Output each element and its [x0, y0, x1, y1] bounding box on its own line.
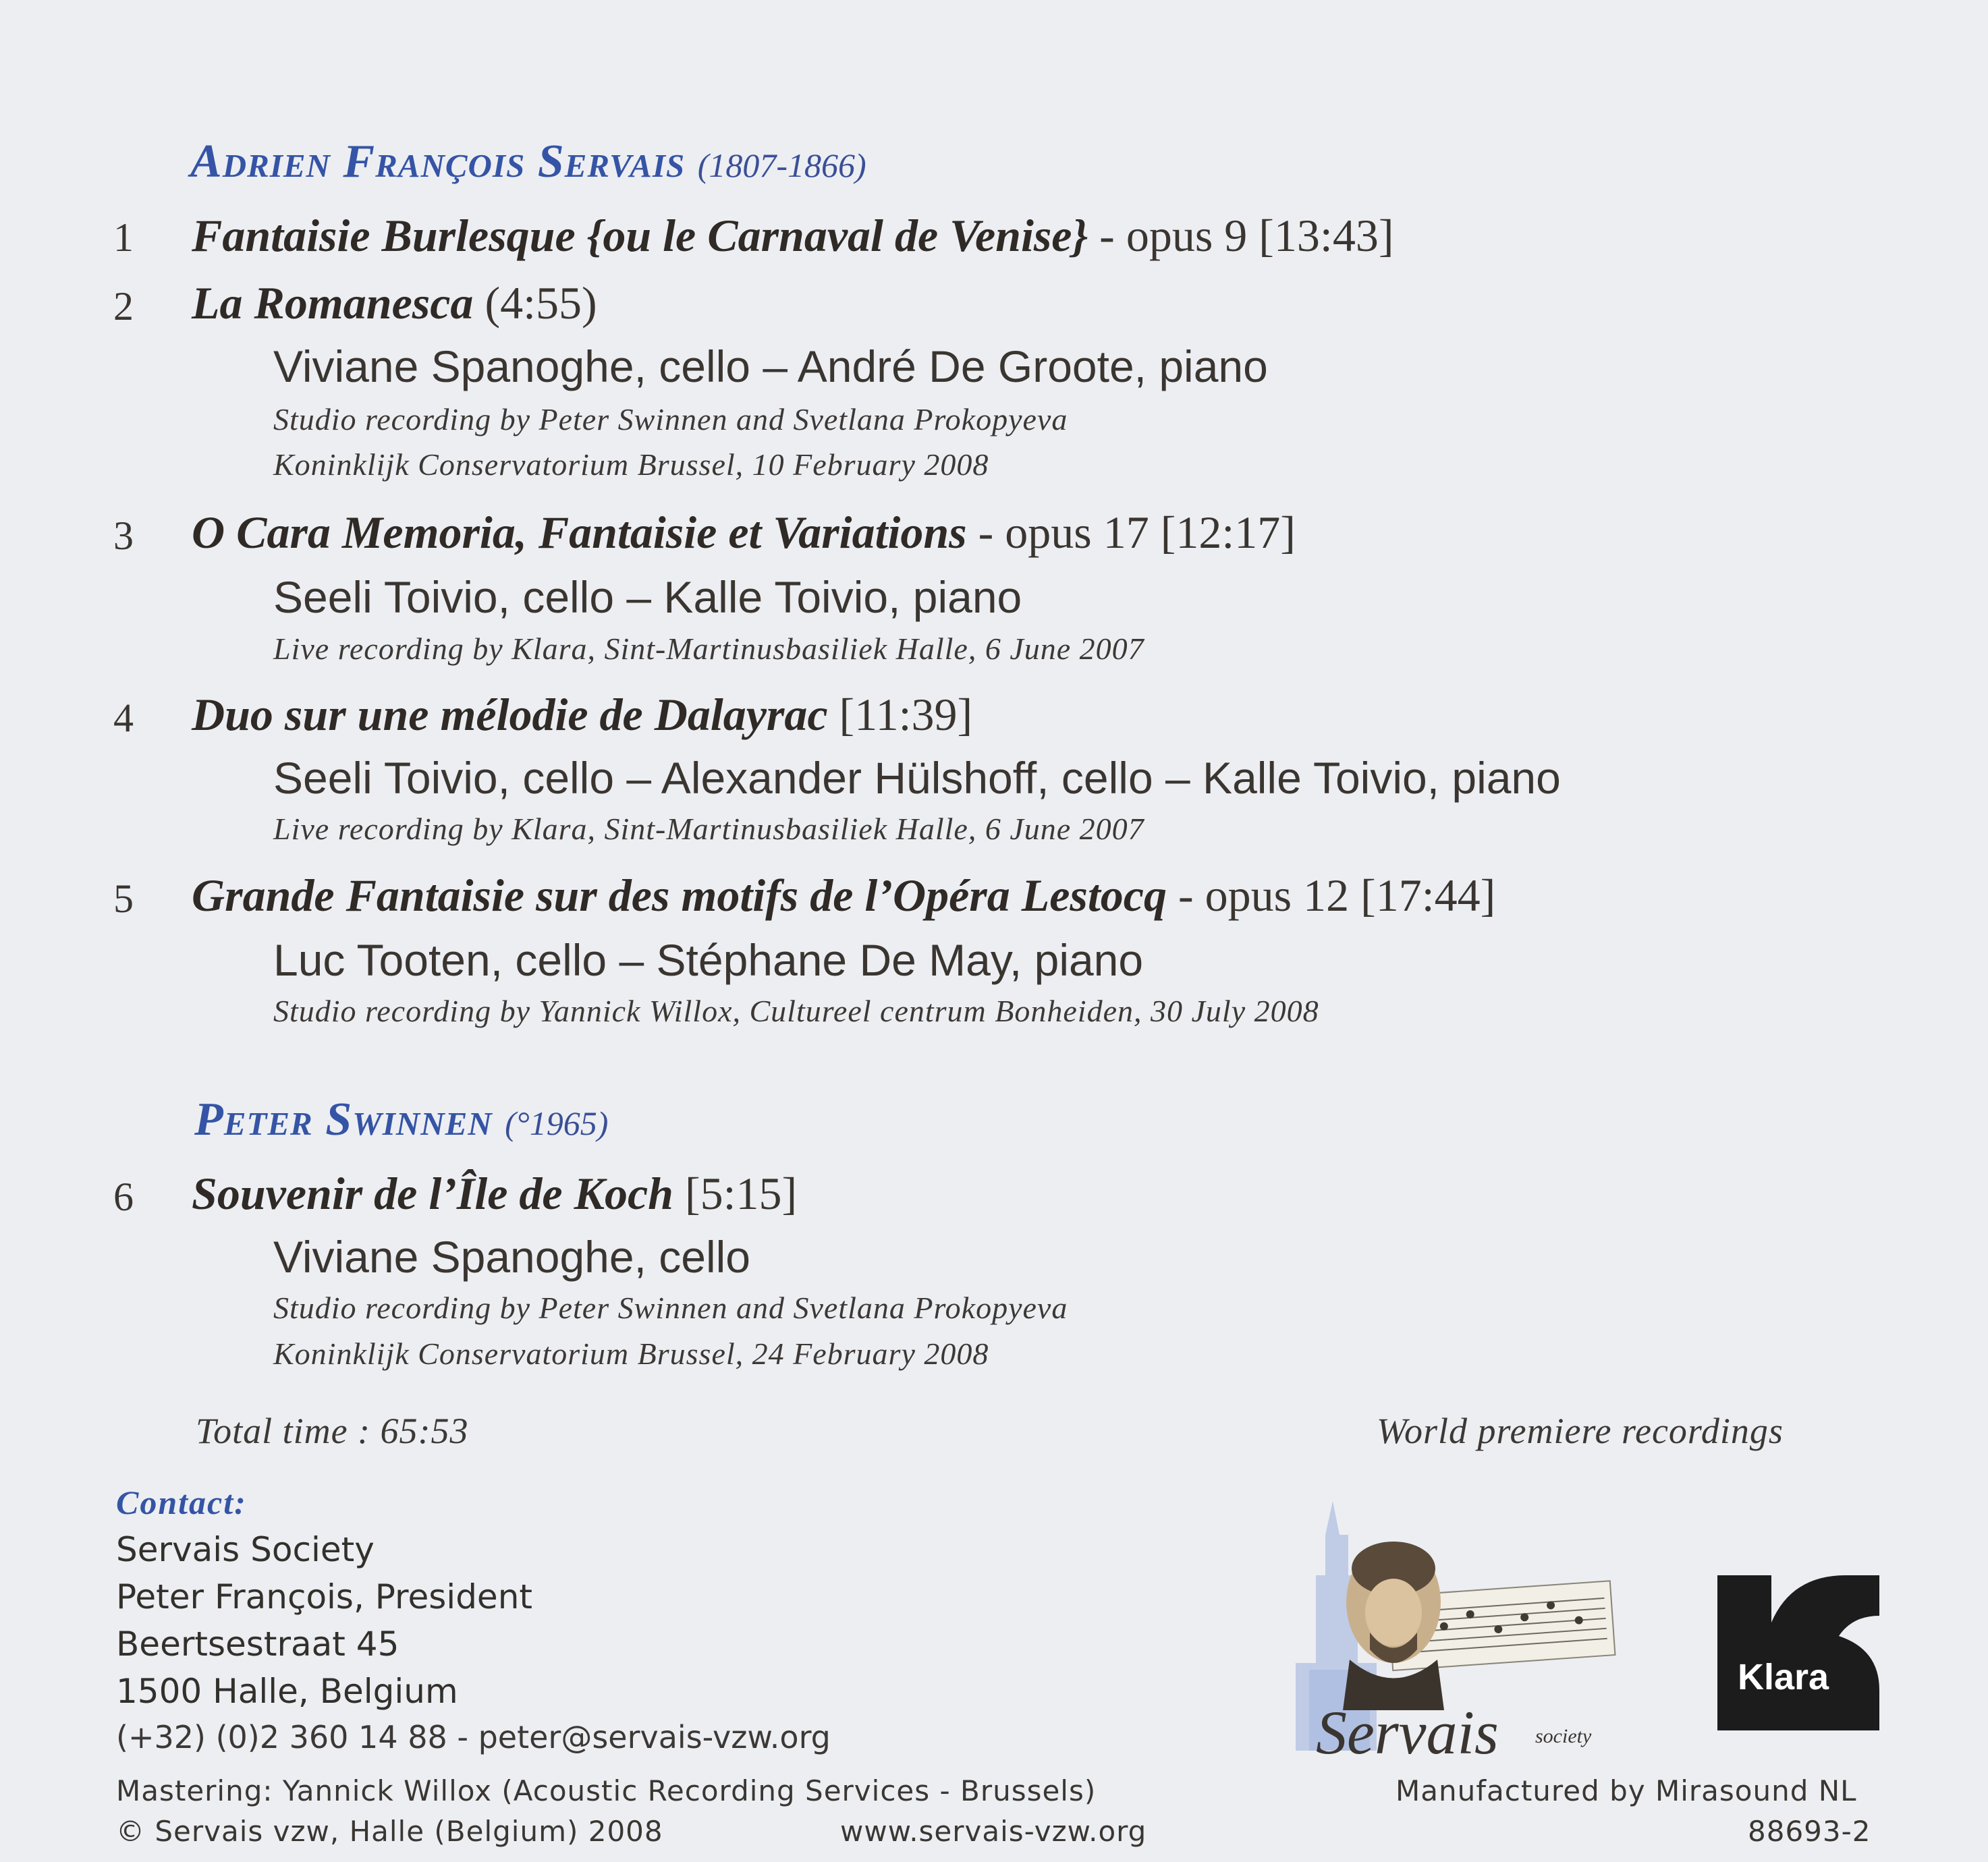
track-number-2: 2 [113, 284, 134, 329]
track-title-text: Souvenir de l’Île de Koch [192, 1168, 673, 1219]
track-note-3: Live recording by Klara, Sint-Martinusbasiliek Halle, 6 June 2007 [273, 631, 1144, 666]
track-number-1: 1 [113, 215, 134, 260]
track-title-text: Duo sur une mélodie de Dalayrac [192, 689, 828, 740]
track-title-text: O Cara Memoria, Fantaisie et Variations [192, 507, 967, 558]
track-note-2a: Studio recording by Peter Swinnen and Svetlana Prokopyeva [273, 402, 1068, 436]
composer-heading-servais [190, 135, 866, 189]
track-suffix: (4:55) [485, 277, 597, 329]
contact-line: Peter François, President [116, 1577, 532, 1616]
track-title-2 [192, 277, 597, 330]
track-performers-5: Luc Tooten, cello – Stéphane De May, piano [273, 935, 1144, 985]
track-suffix: [5:15] [684, 1168, 798, 1219]
track-performers-4: Seeli Toivio, cello – Alexander Hülshoff, cello – Kalle Toivio, piano [273, 753, 1561, 803]
manufactured-by: Manufactured by Mirasound NL [1396, 1774, 1857, 1807]
track-title-3 [192, 506, 1296, 559]
track-number-6: 6 [113, 1175, 134, 1219]
track-title-text: La Romanesca [192, 277, 474, 329]
world-premiere: World premiere recordings [1377, 1411, 1784, 1451]
composer-heading-swinnen [194, 1093, 608, 1147]
track-title-text: Grande Fantaisie sur des motifs de l’Opéra Lestocq [192, 870, 1167, 921]
contact-phone-email: (+32) (0)2 360 14 88 - peter@servais-vzw.org [116, 1719, 831, 1755]
catalog-number: 88693-2 [1748, 1815, 1871, 1848]
track-number-4: 4 [113, 696, 134, 740]
track-title-6 [192, 1167, 797, 1220]
klara-logo-graphic [1717, 1575, 1879, 1730]
track-note-6b: Koninklijk Conservatorium Brussel, 24 February 2008 [273, 1336, 989, 1371]
track-note-6a: Studio recording by Peter Swinnen and Svetlana Prokopyeva [273, 1291, 1068, 1325]
servais-society-logo [1269, 1494, 1620, 1767]
track-note-2b: Koninklijk Conservatorium Brussel, 10 February 2008 [273, 447, 989, 482]
composer-dates: (1807-1866) [697, 146, 866, 184]
klara-logo [1717, 1575, 1879, 1730]
composer-dates: (°1965) [505, 1104, 609, 1142]
track-title-1 [192, 209, 1393, 262]
composer-name: Adrien François Servais [190, 136, 686, 188]
track-suffix: - opus 17 [12:17] [978, 507, 1296, 558]
track-performers-2: Viviane Spanoghe, cello – André De Groote, piano [273, 341, 1268, 391]
track-note-5: Studio recording by Yannick Willox, Cultureel centrum Bonheiden, 30 July 2008 [273, 994, 1319, 1028]
track-suffix: - opus 9 [13:43] [1099, 210, 1394, 261]
mastering-credit: Mastering: Yannick Willox (Acoustic Recording Services - Brussels) [116, 1774, 1097, 1807]
track-note-4: Live recording by Klara, Sint-Martinusbasiliek Halle, 6 June 2007 [273, 812, 1144, 846]
contact-line: 1500 Halle, Belgium [116, 1672, 458, 1711]
contact-line: Servais Society [116, 1530, 375, 1569]
klara-logo-text: Klara [1738, 1657, 1829, 1697]
track-performers-6: Viviane Spanoghe, cello [273, 1232, 750, 1282]
copyright: © Servais vzw, Halle (Belgium) 2008 [116, 1815, 663, 1848]
composer-name: Peter Swinnen [194, 1094, 493, 1146]
contact-heading: Contact: [116, 1484, 247, 1521]
track-number-3: 3 [113, 513, 134, 558]
total-time: Total time : 65:53 [196, 1411, 469, 1451]
track-title-text: Fantaisie Burlesque {ou le Carnaval de Venise} [192, 210, 1088, 261]
track-suffix: - opus 12 [17:44] [1178, 870, 1496, 921]
track-number-5: 5 [113, 876, 134, 921]
contact-line: Beertsestraat 45 [116, 1625, 399, 1664]
servais-logo-text: Servais [1316, 1698, 1499, 1767]
servais-logo-sub: society [1535, 1725, 1592, 1747]
website: www.servais-vzw.org [840, 1815, 1147, 1848]
track-suffix: [11:39] [839, 689, 973, 740]
track-title-4 [192, 688, 972, 741]
track-performers-3: Seeli Toivio, cello – Kalle Toivio, piano [273, 572, 1022, 622]
track-title-5 [192, 869, 1495, 922]
